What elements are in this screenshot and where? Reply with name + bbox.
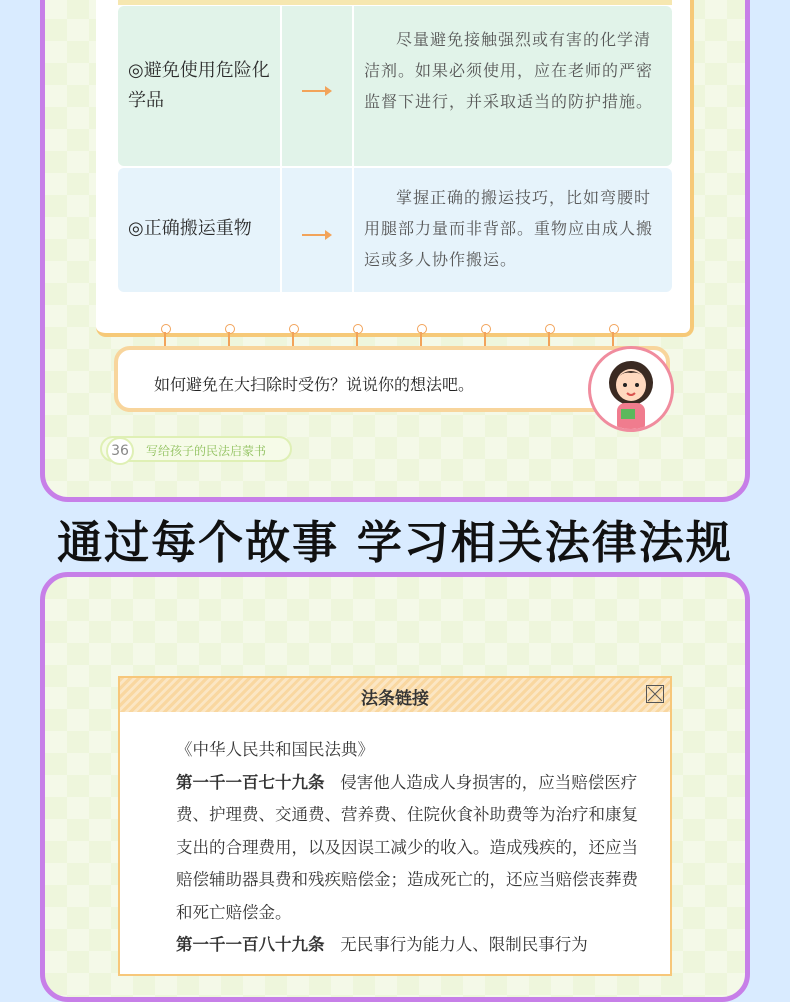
- article-title: 第一千一百七十九条: [176, 772, 325, 792]
- law-link-box: [118, 676, 672, 976]
- headline: 通过每个故事 学习相关法律法规: [57, 516, 733, 569]
- article-text: 无民事行为能力人、限制民事行为: [340, 935, 588, 954]
- table-row: [118, 168, 672, 292]
- article-text: 侵害他人造成人身损害的，应当赔偿医疗费、护理费、交通费、营养费、住院伙食补助费等为治疗和康复支出的合理费用，以及因误工减少的收入。造成残疾的，还应当赔偿辅助器具费和残疾赔偿金；造成死亡的，还应当赔偿丧葬费和死亡赔偿金。: [176, 772, 638, 922]
- page-number: 36: [106, 437, 134, 465]
- question-text: 如何避免在大扫除时受伤？说说你的想法吧。: [154, 375, 475, 394]
- article-title: 第一千一百八十九条: [176, 935, 325, 954]
- arrow-right-icon: [302, 90, 330, 92]
- row-label: ◎正确搬运重物: [128, 218, 252, 239]
- law-article: [140, 929, 654, 962]
- law-source: 《中华人民共和国民法典》: [176, 740, 374, 759]
- arrow-right-icon: [302, 234, 330, 236]
- close-box-icon[interactable]: [646, 685, 664, 703]
- book-title: 写给孩子的民法启蒙书: [146, 444, 267, 458]
- row-label: ◎避免使用危险化学品: [128, 60, 270, 111]
- question-box: [114, 346, 670, 412]
- page-footer: [100, 436, 292, 462]
- law-text: [140, 734, 654, 962]
- law-box-title: 法条链接: [361, 689, 429, 709]
- table-row: [118, 6, 672, 166]
- law-box-header: [120, 678, 670, 712]
- teacher-avatar-icon: [588, 346, 674, 432]
- row-advice: 掌握正确的搬运技巧，比如弯腰时用腿部力量而非背部。重物应由成人搬运或多人协作搬运。: [364, 188, 654, 269]
- previous-row-edge: [118, 0, 672, 5]
- law-article: [140, 767, 654, 930]
- row-advice: 尽量避免接触强烈或有害的化学清洁剂。如果必须使用，应在老师的严密监督下进行，并采取适当的防护措施。: [364, 30, 654, 111]
